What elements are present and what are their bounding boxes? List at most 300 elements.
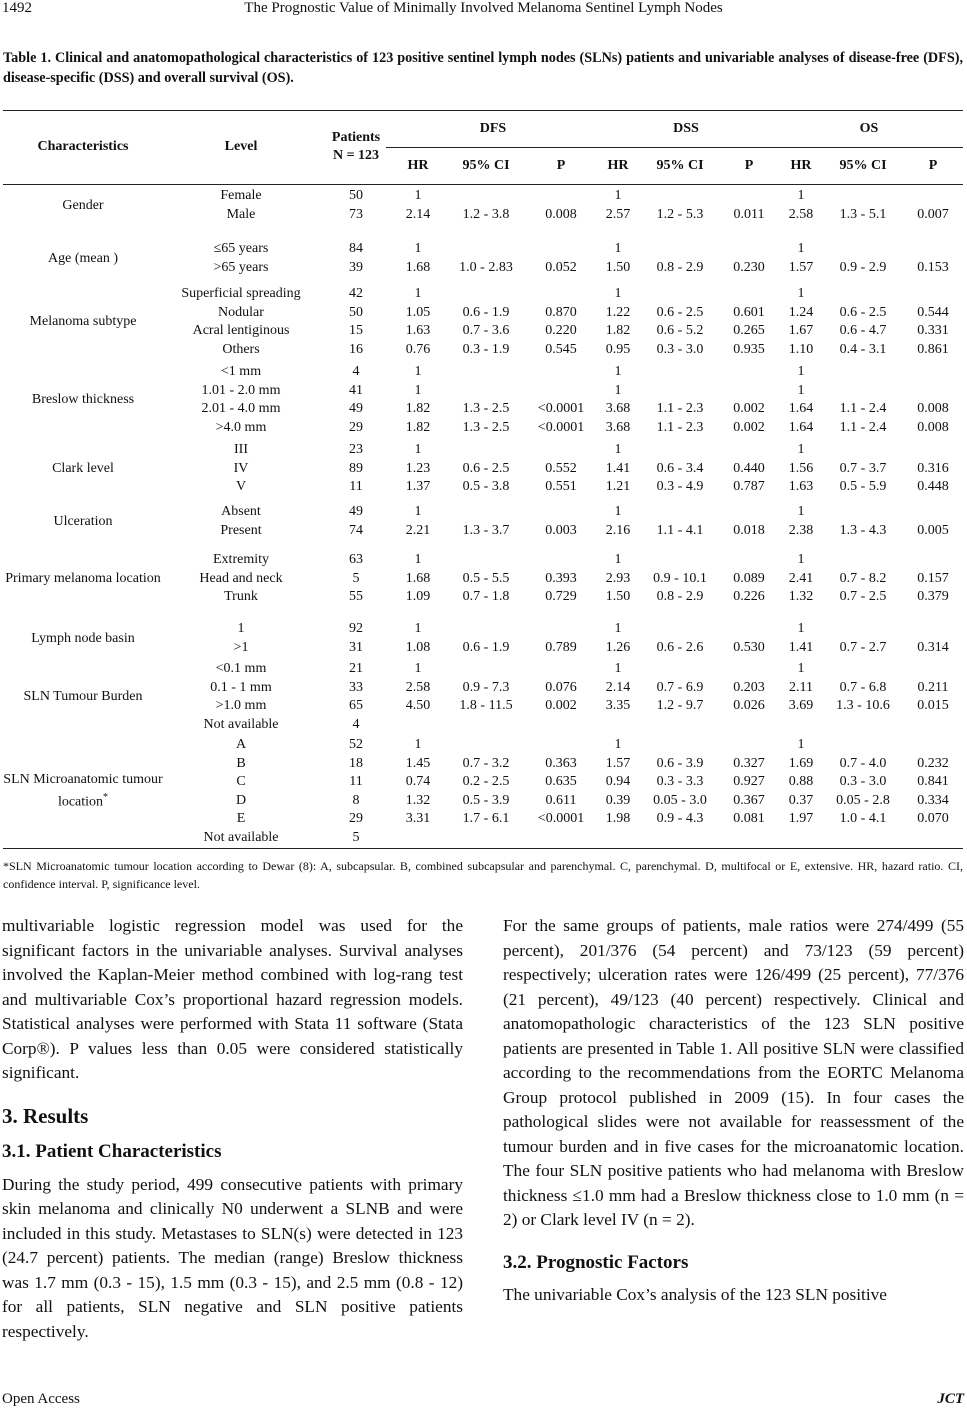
- characteristic-label: Ulceration: [53, 513, 113, 529]
- table-cell-dfs-ci: 1.0 - 2.83: [459, 259, 513, 275]
- table-cell-dss-hr: 1: [614, 364, 622, 379]
- table-cell-dfs-hr: 2.21: [405, 522, 431, 538]
- header-os-hr: HR: [790, 158, 812, 173]
- table-cell-os-p: 0.448: [917, 479, 949, 494]
- header-patients-n: N = 123: [332, 148, 380, 163]
- table-cell-dss-hr: 1: [614, 504, 622, 519]
- table-cell-dfs-hr: 1.05: [405, 304, 431, 320]
- table-cell-dfs-ci: 0.9 - 7.3: [462, 679, 510, 695]
- table-cell-patients: 84: [349, 241, 363, 256]
- header-patients: Patients: [331, 130, 381, 145]
- table-cell-os-hr: 1: [797, 286, 805, 301]
- table-cell-os-hr: 1: [797, 504, 805, 519]
- table-cell-dss-hr: 3.35: [605, 698, 631, 713]
- table-cell-os-ci: 1.3 - 4.3: [839, 522, 887, 538]
- table-cell-level: Acral lentiginous: [192, 323, 290, 338]
- table-cell-patients: 4: [352, 716, 360, 732]
- table-cell-dss-p: 0.002: [733, 419, 765, 435]
- table-cell-os-p: 0.008: [917, 401, 949, 416]
- table-row-group: [3, 736, 963, 847]
- table-cell-os-hr: 3.69: [788, 698, 814, 713]
- table-cell-patients: 18: [349, 755, 363, 771]
- table-cell-os-ci: 0.6 - 4.7: [839, 323, 887, 338]
- table-cell-os-ci: 1.1 - 2.4: [839, 401, 887, 416]
- table-cell-dss-hr: 1.41: [605, 460, 631, 476]
- table-row-group: [3, 441, 963, 497]
- table-cell-dfs-ci: 1.8 - 11.5: [459, 698, 513, 713]
- table-cell-dss-hr: 1: [614, 552, 622, 567]
- table-cell-dss-hr: 0.95: [605, 341, 631, 357]
- table-cell-dfs-p: 0.052: [545, 259, 577, 275]
- table-cell-dss-ci: 1.2 - 5.3: [656, 206, 704, 222]
- table-cell-dfs-p: 0.635: [545, 774, 577, 789]
- table-header-rule: [3, 184, 963, 185]
- table-cell-patients: 5: [352, 570, 360, 586]
- table-cell-os-p: 0.334: [917, 792, 949, 808]
- table-cell-os-hr: 2.38: [788, 522, 814, 538]
- table-cell-dfs-ci: 1.7 - 6.1: [462, 811, 510, 826]
- table-cell-patients: 50: [349, 304, 363, 320]
- table-cell-os-hr: 1: [797, 661, 805, 676]
- table-cell-level: Nodular: [218, 304, 264, 320]
- table-cell-os-ci: 0.7 - 8.2: [839, 570, 887, 586]
- table-cell-dfs-hr: 1: [414, 661, 422, 676]
- table-cell-os-ci: 0.6 - 2.5: [839, 304, 887, 320]
- table-cell-dfs-p: 0.008: [545, 206, 577, 222]
- running-header: [0, 0, 967, 22]
- table-cell-os-hr: 1.56: [788, 460, 814, 476]
- table-cell-os-p: 0.211: [917, 679, 949, 695]
- table-cell-patients: 74: [349, 522, 363, 538]
- table-cell-patients: 41: [349, 382, 363, 398]
- table-cell-dfs-hr: 1.08: [405, 639, 431, 655]
- table-cell-patients: 15: [349, 323, 363, 338]
- table-cell-patients: 50: [349, 188, 363, 203]
- table-cell-dss-ci: 0.9 - 10.1: [653, 570, 707, 586]
- table-bottom-rule: [3, 848, 963, 849]
- table-cell-os-hr: 1: [797, 382, 805, 398]
- table-cell-patients: 49: [349, 401, 363, 416]
- table-cell-dfs-ci: 0.6 - 1.9: [462, 639, 510, 655]
- table-cell-dss-p: 0.935: [733, 341, 765, 357]
- table-cell-level: 2.01 - 4.0 mm: [201, 401, 281, 416]
- table-cell-dss-ci: 0.6 - 2.6: [656, 639, 704, 655]
- table-cell-level: Others: [222, 341, 260, 357]
- table-cell-patients: 4: [352, 364, 360, 379]
- table-cell-dfs-p: 0.870: [545, 304, 577, 320]
- table-cell-os-p: 0.015: [917, 698, 949, 713]
- table-cell-os-p: 0.861: [917, 341, 949, 357]
- table-cell-os-ci: 0.7 - 4.0: [839, 755, 887, 771]
- table-cell-patients: 39: [349, 259, 363, 275]
- table-cell-os-hr: 2.41: [788, 570, 814, 586]
- table-cell-patients: 55: [349, 589, 363, 604]
- table-cell-dss-ci: 0.05 - 3.0: [653, 792, 707, 808]
- header-dfs-p: P: [556, 158, 566, 173]
- table-cell-dfs-ci: 0.5 - 5.5: [462, 570, 510, 586]
- table-cell-os-ci: 0.4 - 3.1: [839, 341, 887, 357]
- page-number: 1492: [2, 0, 32, 16]
- table-cell-level: Female: [220, 188, 262, 203]
- table-cell-os-hr: 2.11: [789, 679, 813, 695]
- table-row-group: [3, 503, 963, 540]
- table-cell-dfs-p: 0.076: [545, 679, 577, 695]
- table-cell-dss-ci: 0.8 - 2.9: [656, 589, 704, 604]
- table-subheader-rule: [386, 147, 963, 148]
- table-cell-dss-p: 0.018: [733, 522, 765, 538]
- table-cell-level: 1: [237, 621, 245, 636]
- table-cell-dss-hr: 1.50: [605, 259, 631, 275]
- table-cell-dss-hr: 1: [614, 286, 622, 301]
- table-cell-dfs-p: <0.0001: [537, 401, 585, 416]
- table-cell-level: <0.1 mm: [215, 661, 267, 676]
- table-cell-dfs-p: 0.611: [545, 792, 577, 808]
- body-left-column: [2, 914, 463, 1344]
- table-cell-dss-p: 0.089: [733, 570, 765, 586]
- table-cell-dfs-ci: 1.3 - 3.7: [462, 522, 510, 538]
- table-cell-os-hr: 1: [797, 552, 805, 567]
- table-cell-dss-hr: 0.39: [605, 792, 631, 808]
- header-dss-hr: HR: [607, 158, 629, 173]
- table-cell-dfs-ci: 1.3 - 2.5: [462, 419, 510, 435]
- table-cell-os-hr: 1.69: [788, 755, 814, 771]
- table-cell-os-ci: 0.7 - 3.7: [839, 460, 887, 476]
- table-cell-dss-ci: 0.3 - 3.0: [656, 341, 704, 357]
- table-cell-dss-ci: 0.6 - 2.5: [656, 304, 704, 320]
- table-cell-os-hr: 1.97: [788, 811, 814, 826]
- table-cell-dfs-hr: 1: [414, 552, 422, 567]
- table-cell-os-p: 0.316: [917, 460, 949, 476]
- table-cell-patients: 42: [349, 286, 363, 301]
- table-footnote: *SLN Microanatomic tumour location according to Dewar (8): A, subcapsular. B, combined subcapsular and parenchymal. C, parenchymal. D, multifocal or E, extensive. HR, hazard ratio. CI, confidence interval. P, significance level.: [3, 859, 963, 891]
- table-cell-dss-hr: 1: [614, 661, 622, 676]
- table-cell-level: Trunk: [224, 589, 258, 604]
- table-cell-level: Not available: [203, 716, 279, 732]
- body-paragraph: multivariable logistic regression model was used for the significant factors in the univariable analyses. Survival analyses involved the Kaplan-Meier method combined with log-rang test and multivariable Cox’s proportional hazard regression models. Statistical analyses were performed with Stata 11 software (Stata Corp®). P values less than 0.05 were considered statistically significant.: [2, 916, 463, 1082]
- table-cell-dss-ci: 1.1 - 2.3: [656, 401, 704, 416]
- table-cell-patients: 33: [349, 679, 363, 695]
- table-cell-dfs-hr: 3.31: [405, 811, 431, 826]
- table-cell-dss-ci: 0.8 - 2.9: [656, 259, 704, 275]
- table-cell-patients: 5: [352, 829, 360, 845]
- table-cell-os-p: 0.232: [917, 755, 949, 771]
- table-cell-level: ≤65 years: [213, 241, 269, 256]
- table-cell-dfs-hr: 1.68: [405, 259, 431, 275]
- table-cell-os-ci: 0.3 - 3.0: [839, 774, 887, 789]
- table-cell-os-hr: 1.63: [788, 479, 814, 494]
- table-cell-dfs-p: 0.003: [545, 522, 577, 538]
- table-cell-dfs-ci: 0.5 - 3.8: [462, 479, 510, 494]
- table-cell-level: A: [235, 737, 247, 752]
- table-cell-os-ci: 0.7 - 2.5: [839, 589, 887, 604]
- table-cell-os-p: 0.331: [917, 323, 949, 338]
- table-cell-dfs-ci: 0.6 - 2.5: [462, 460, 510, 476]
- table-cell-dss-hr: 1: [614, 241, 622, 256]
- table-cell-dss-p: 0.530: [733, 639, 765, 655]
- table-cell-os-p: 0.008: [917, 419, 949, 435]
- body-right-column: [503, 914, 964, 1308]
- table-cell-dss-hr: 1: [614, 382, 622, 398]
- table-row-group: [3, 187, 963, 224]
- table-cell-dfs-hr: 1.63: [405, 323, 431, 338]
- table-cell-os-ci: 0.5 - 5.9: [839, 479, 887, 494]
- table-cell-os-hr: 1.67: [788, 323, 814, 338]
- table-cell-level: C: [236, 774, 246, 789]
- table-cell-dss-ci: 0.6 - 5.2: [656, 323, 704, 338]
- table-cell-dss-hr: 1: [614, 621, 622, 636]
- section-heading: 3. Results: [2, 1103, 89, 1128]
- table-cell-dss-hr: 3.68: [605, 401, 631, 416]
- table-cell-level: Present: [220, 522, 262, 538]
- table-cell-os-hr: 1: [797, 241, 805, 256]
- table-cell-level: >1: [233, 639, 249, 655]
- table-cell-dss-ci: 0.9 - 4.3: [656, 811, 704, 826]
- table-cell-os-hr: 1: [797, 364, 805, 379]
- table-cell-dfs-p: 0.393: [545, 570, 577, 586]
- table-cell-os-p: 0.153: [917, 259, 949, 275]
- characteristic-label: Breslow thickness: [31, 392, 135, 407]
- table-cell-level: <1 mm: [220, 364, 262, 379]
- table-cell-os-hr: 1.57: [788, 259, 814, 275]
- table-row-group: [3, 660, 963, 734]
- table-cell-dfs-ci: 0.7 - 1.8: [462, 589, 510, 604]
- subsection-heading: 3.2. Prognostic Factors: [503, 1251, 689, 1273]
- characteristic-label: SLN Tumour Burden: [23, 689, 143, 704]
- table-cell-os-p: 0.070: [917, 811, 949, 826]
- table-cell-patients: 49: [349, 504, 363, 519]
- page-footer: [2, 1391, 964, 1408]
- table-row-group: [3, 363, 963, 437]
- table-cell-os-ci: 1.0 - 4.1: [839, 811, 887, 826]
- table-cell-dfs-hr: 2.58: [405, 679, 431, 695]
- table-cell-dss-ci: 1.2 - 9.7: [656, 698, 704, 713]
- table-cell-dss-ci: 1.1 - 4.1: [656, 522, 704, 538]
- table-cell-dfs-hr: 1.23: [405, 460, 431, 476]
- table-cell-level: D: [235, 792, 247, 808]
- body-paragraph: The univariable Cox’s analysis of the 123 SLN positive: [503, 1285, 887, 1304]
- table-cell-dfs-ci: 0.5 - 3.9: [462, 792, 510, 808]
- table-cell-dfs-p: <0.0001: [537, 419, 585, 435]
- table-cell-dfs-ci: 0.7 - 3.2: [462, 755, 510, 771]
- table-cell-level: Extremity: [213, 552, 269, 567]
- table-cell-os-hr: 1: [797, 621, 805, 636]
- table-cell-dfs-hr: 1.32: [405, 792, 431, 808]
- table-cell-dss-hr: 1.22: [605, 304, 631, 320]
- table-cell-dfs-ci: 0.2 - 2.5: [462, 774, 510, 789]
- table-cell-level: >65 years: [213, 259, 269, 275]
- table-cell-level: E: [236, 811, 246, 826]
- table-cell-os-hr: 1.10: [788, 341, 814, 357]
- characteristic-label: Lymph node basin: [31, 630, 135, 646]
- characteristic-label: Primary melanoma location: [5, 570, 161, 586]
- table-cell-os-ci: 0.05 - 2.8: [836, 792, 890, 808]
- table-cell-level: III: [234, 442, 248, 457]
- table-cell-dss-p: 0.787: [733, 479, 765, 494]
- table-cell-dss-hr: 1.26: [605, 639, 631, 655]
- table-cell-level: IV: [233, 460, 249, 476]
- table-cell-patients: 52: [349, 737, 363, 752]
- table-cell-os-ci: 0.9 - 2.9: [839, 259, 887, 275]
- table-cell-dfs-hr: 1: [414, 286, 422, 301]
- table-cell-dfs-hr: 1: [414, 442, 422, 457]
- table-cell-dss-hr: 2.16: [605, 522, 631, 538]
- table-cell-os-ci: 0.7 - 2.7: [839, 639, 887, 655]
- table-cell-dfs-hr: 1.09: [405, 589, 431, 604]
- table-cell-dfs-ci: 1.3 - 2.5: [462, 401, 510, 416]
- table-cell-level: Male: [226, 206, 256, 222]
- table-cell-dss-p: 0.230: [733, 259, 765, 275]
- table-cell-dfs-p: 0.729: [545, 589, 577, 604]
- table-cell-level: V: [235, 479, 247, 494]
- table-cell-patients: 16: [349, 341, 363, 357]
- table-cell-dss-hr: 2.14: [605, 679, 631, 695]
- table-cell-patients: 21: [349, 661, 363, 676]
- table-cell-os-p: 0.544: [917, 304, 949, 320]
- table-cell-os-hr: 1.24: [788, 304, 814, 320]
- table-cell-dss-p: 0.265: [733, 323, 765, 338]
- table-cell-os-p: 0.005: [917, 522, 949, 538]
- table-cell-dfs-p: 0.363: [545, 755, 577, 771]
- table-cell-dss-p: 0.440: [733, 460, 765, 476]
- header-os-p: P: [928, 158, 938, 173]
- table-cell-level: >4.0 mm: [215, 419, 267, 435]
- table-cell-os-p: 0.157: [917, 570, 949, 586]
- table-cell-patients: 29: [349, 419, 363, 435]
- table-cell-level: Not available: [203, 829, 279, 845]
- table-cell-dss-hr: 2.57: [605, 206, 631, 222]
- table-top-rule: [3, 110, 963, 111]
- table-cell-dfs-hr: 1: [414, 188, 422, 203]
- table-cell-level: Head and neck: [199, 570, 283, 586]
- table-cell-dss-p: 0.002: [733, 401, 765, 416]
- table-cell-dfs-ci: 0.7 - 3.6: [462, 323, 510, 338]
- header-os: OS: [859, 121, 879, 136]
- table-cell-patients: 73: [349, 206, 363, 222]
- table-cell-os-ci: 1.1 - 2.4: [839, 419, 887, 435]
- table-cell-patients: 65: [349, 698, 363, 713]
- header-dss-p: P: [744, 158, 754, 173]
- table-cell-dfs-hr: 1.68: [405, 570, 431, 586]
- table-cell-patients: 63: [349, 552, 363, 567]
- table-cell-dfs-hr: 1: [414, 504, 422, 519]
- table-cell-dfs-p: 0.002: [545, 698, 577, 713]
- table-caption: Table 1. Clinical and anatomopathological characteristics of 123 positive sentinel lymph nodes (SLNs) patients and univariable analyses of disease-free (DFS), disease-specific (DSS) and overall survival (OS).: [3, 50, 963, 86]
- table-cell-level: >1.0 mm: [215, 698, 267, 713]
- table-cell-dfs-hr: 0.74: [405, 774, 431, 789]
- table-cell-dss-ci: 0.6 - 3.9: [656, 755, 704, 771]
- table-cell-dfs-hr: 1: [414, 621, 422, 636]
- table-cell-os-ci: 0.7 - 6.8: [839, 679, 887, 695]
- table-cell-os-p: 0.379: [917, 589, 949, 604]
- table-cell-level: B: [236, 755, 246, 771]
- header-characteristics: Characteristics: [37, 139, 129, 154]
- table-cell-dfs-p: 0.220: [545, 323, 577, 338]
- table-row-group: [3, 285, 963, 359]
- table-cell-level: Superficial spreading: [181, 286, 301, 301]
- table-cell-dss-p: 0.026: [733, 698, 765, 713]
- table-cell-os-hr: 1.41: [788, 639, 814, 655]
- table-cell-dss-hr: 1: [614, 188, 622, 203]
- table-cell-level: 1.01 - 2.0 mm: [201, 382, 281, 398]
- header-level: Level: [224, 139, 258, 154]
- table-cell-patients: 11: [349, 774, 363, 789]
- footer-open-access: Open Access: [2, 1391, 80, 1407]
- header-dss-ci: 95% CI: [656, 158, 704, 173]
- table-cell-dss-ci: 0.3 - 4.9: [656, 479, 704, 494]
- table-cell-dfs-p: 0.552: [545, 460, 577, 476]
- table-cell-dss-p: 0.226: [733, 589, 765, 604]
- table-cell-dfs-p: <0.0001: [537, 811, 585, 826]
- table-cell-dss-p: 0.327: [733, 755, 765, 771]
- table-cell-dfs-hr: 1: [414, 241, 422, 256]
- table-cell-dfs-hr: 1: [414, 382, 422, 398]
- running-title: The Prognostic Value of Minimally Involved Melanoma Sentinel Lymph Nodes: [244, 0, 723, 16]
- table-cell-os-ci: 1.3 - 10.6: [836, 698, 890, 713]
- table-cell-dfs-hr: 4.50: [405, 698, 431, 713]
- table-cell-patients: 11: [349, 479, 363, 494]
- header-dfs-ci: 95% CI: [462, 158, 510, 173]
- table-cell-level: 0.1 - 1 mm: [210, 679, 272, 695]
- table-row-group: [3, 551, 963, 607]
- characteristic-label: Age (mean ): [48, 250, 118, 266]
- table-cell-dfs-hr: 0.76: [405, 341, 431, 357]
- table-cell-os-hr: 0.37: [788, 792, 814, 808]
- table-cell-dss-ci: 1.1 - 2.3: [656, 419, 704, 435]
- table-cell-dss-p: 0.203: [733, 679, 765, 695]
- table-row-group: [3, 620, 963, 657]
- table-cell-dfs-p: 0.551: [545, 479, 577, 494]
- table-cell-os-hr: 1: [797, 737, 805, 752]
- table-cell-patients: 8: [352, 792, 360, 808]
- table-cell-dss-hr: 3.68: [605, 419, 631, 435]
- table-cell-dfs-hr: 1: [414, 364, 422, 379]
- table-cell-os-p: 0.314: [917, 639, 949, 655]
- footer-journal: JCT: [937, 1391, 964, 1407]
- table-cell-dss-p: 0.601: [733, 304, 765, 320]
- body-paragraph: During the study period, 499 consecutive patients with primary skin melanoma and clinically N0 underwent a SLNB and were included in this study. Metastases to SLN(s) were detected in 123 (24.7 percent) patients. The median (range) Breslow thickness was 1.7 mm (0.3 - 15), 1.5 mm (0.3 - 15), and 2.5 mm (0.8 - 12) for all patients, SLN negative and SLN positive patients respectively.: [2, 1174, 463, 1341]
- table-cell-dfs-hr: 1.82: [405, 419, 431, 435]
- body-paragraph: For the same groups of patients, male ratios were 274/499 (55 percent), 201/376 (54 percent) and 73/123 (59 percent) respectively; ulceration rates were 126/499 (25 percent), 77/376 (21 percent), 49/123 (40 percent) respectively. Clinical and anatomopathologic characteristics of the 123 SLN positive patients are presented in Table 1. All positive SLN were classified according to the recommendations from the EORTC Melanoma Group protocol published in 2009 (15). In four cases the pathological slides were not available for reassessment of the tumour burden and in five cases for the microanatomic location. The four SLN positive patients who had melanoma with Breslow thickness ≤1.0 mm had a Breslow thickness close to 1.0 mm (n = 2) or Clark level IV (n = 2).: [503, 916, 964, 1229]
- table-cell-dss-hr: 1: [614, 442, 622, 457]
- table-cell-os-ci: 1.3 - 5.1: [839, 206, 887, 222]
- table-cell-dss-hr: 1.21: [605, 479, 631, 494]
- table-cell-dss-hr: 1: [614, 737, 622, 752]
- table-cell-dss-hr: 1.98: [605, 811, 631, 826]
- table-cell-dss-p: 0.081: [733, 811, 765, 826]
- table-cell-dss-p: 0.011: [733, 206, 765, 222]
- table-cell-dss-p: 0.927: [733, 774, 765, 789]
- table-cell-dfs-hr: 1.37: [405, 479, 431, 494]
- table-cell-dss-ci: 0.6 - 3.4: [656, 460, 704, 476]
- table-cell-patients: 92: [349, 621, 363, 636]
- table-cell-dss-hr: 0.94: [605, 774, 631, 789]
- table-cell-os-hr: 1.64: [788, 401, 814, 416]
- header-dfs: DFS: [479, 121, 507, 136]
- table-cell-dfs-p: 0.545: [545, 341, 577, 357]
- table-cell-dfs-hr: 1: [414, 737, 422, 752]
- table-cell-os-p: 0.841: [917, 774, 949, 789]
- table-cell-os-p: 0.007: [917, 206, 949, 222]
- table-cell-dss-ci: 0.3 - 3.3: [656, 774, 704, 789]
- table-cell-os-hr: 0.88: [788, 774, 814, 789]
- table-cell-dss-hr: 1.82: [605, 323, 631, 338]
- table-cell-dfs-ci: 0.6 - 1.9: [462, 304, 510, 320]
- table-cell-os-hr: 1.32: [788, 589, 814, 604]
- table-cell-dss-p: 0.367: [733, 792, 765, 808]
- table-cell-patients: 23: [349, 442, 363, 457]
- table-cell-dfs-ci: 0.3 - 1.9: [462, 341, 510, 357]
- table-cell-os-hr: 2.58: [788, 206, 814, 222]
